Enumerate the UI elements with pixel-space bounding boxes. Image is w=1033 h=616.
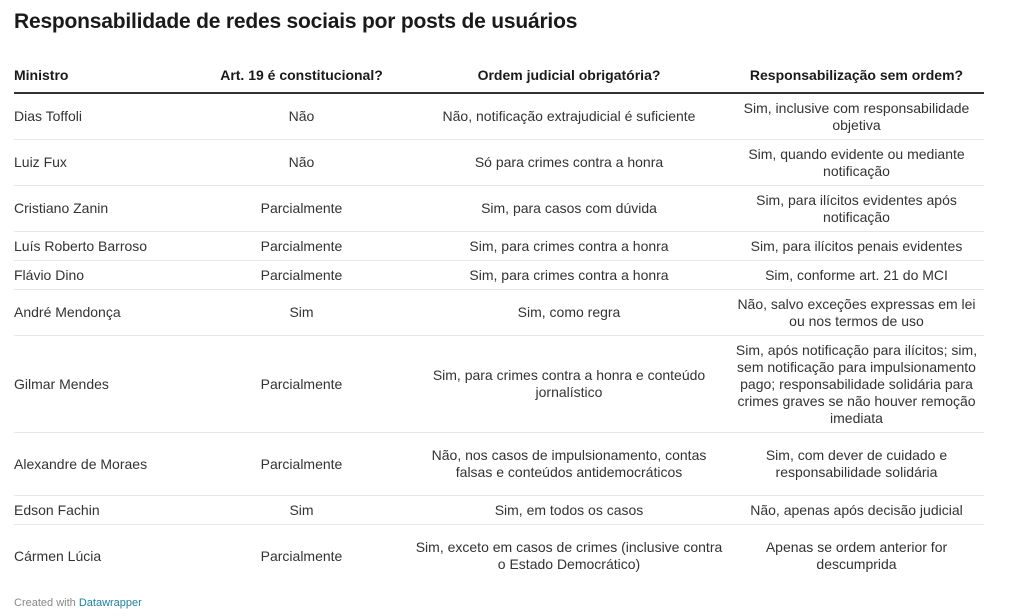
cell-responsabilizacao: Não, apenas após decisão judicial	[729, 496, 984, 525]
cell-responsabilizacao: Sim, com dever de cuidado e responsabilidade solidária	[729, 433, 984, 496]
header-responsabilizacao: Responsabilização sem ordem?	[729, 58, 984, 93]
cell-art19: Não	[194, 140, 409, 186]
cell-responsabilizacao: Não, salvo exceções expressas em lei ou nos termos de uso	[729, 290, 984, 336]
cell-responsabilizacao: Apenas se ordem anterior for descumprida	[765, 539, 948, 572]
cell-art19: Parcialmente	[194, 336, 409, 433]
cell-responsabilizacao: Sim, para ilícitos evidentes após notificação	[729, 186, 984, 232]
footer-credit	[14, 597, 142, 609]
cell-responsabilizacao: Sim, para ilícitos penais evidentes	[729, 232, 984, 261]
table-row	[14, 336, 984, 433]
cell-ministro: Cármen Lúcia	[14, 547, 102, 564]
table-row	[14, 433, 984, 496]
cell-ministro: Luiz Fux	[14, 140, 194, 186]
table-row	[14, 496, 984, 525]
header-ministro: Ministro	[14, 58, 194, 93]
cell-ministro: Luís Roberto Barroso	[14, 232, 194, 261]
cell-responsabilizacao: Sim, inclusive com responsabilidade objetiva	[729, 93, 984, 140]
cell-art19: Parcialmente	[194, 261, 409, 290]
cell-art19: Sim	[194, 290, 409, 336]
cell-ordem-judicial: Sim, como regra	[409, 290, 729, 336]
table-row	[14, 261, 984, 290]
datawrapper-link[interactable]: Datawrapper	[78, 597, 142, 609]
cell-art19: Parcialmente	[260, 547, 343, 564]
cell-responsabilizacao: Sim, após notificação para ilícitos; sim, sem notificação para impulsionamento pago; responsabilidade solidária para crimes graves se não houver remoção imediata	[729, 336, 984, 433]
cell-ordem-judicial: Sim, para crimes contra a honra	[409, 232, 729, 261]
ministers-table	[14, 58, 984, 587]
cell-art19: Parcialmente	[194, 232, 409, 261]
header-ordem-judicial: Ordem judicial obrigatória?	[409, 58, 729, 93]
cell-ministro: André Mendonça	[14, 290, 194, 336]
cell-ministro: Alexandre de Moraes	[14, 433, 194, 496]
cell-ministro: Gilmar Mendes	[14, 336, 194, 433]
table-row	[14, 290, 984, 336]
table-row	[14, 525, 984, 588]
footer-prefix: Created with	[14, 597, 76, 609]
header-art19: Art. 19 é constitucional?	[194, 58, 409, 93]
page-title: Responsabilidade de redes sociais por posts de usuários	[14, 10, 578, 33]
table-row	[14, 232, 984, 261]
cell-ordem-judicial: Só para crimes contra a honra	[409, 140, 729, 186]
cell-art19: Parcialmente	[194, 433, 409, 496]
cell-ministro: Dias Toffoli	[14, 93, 194, 140]
cell-ordem-judicial: Não, nos casos de impulsionamento, contas falsas e conteúdos antidemocráticos	[409, 433, 729, 496]
cell-responsabilizacao: Sim, conforme art. 21 do MCI	[729, 261, 984, 290]
cell-ordem-judicial: Não, notificação extrajudicial é suficiente	[409, 93, 729, 140]
cell-ordem-judicial: Sim, para crimes contra a honra	[409, 261, 729, 290]
cell-ministro: Flávio Dino	[14, 261, 194, 290]
table-row	[14, 186, 984, 232]
cell-ordem-judicial: Sim, para casos com dúvida	[409, 186, 729, 232]
table-header-row	[14, 58, 984, 93]
cell-ordem-judicial: Sim, exceto em casos de crimes (inclusive contra o Estado Democrático)	[415, 539, 723, 572]
table-row	[14, 93, 984, 140]
cell-ministro: Cristiano Zanin	[14, 186, 194, 232]
cell-ordem-judicial: Sim, em todos os casos	[409, 496, 729, 525]
cell-art19: Parcialmente	[194, 186, 409, 232]
cell-art19: Sim	[194, 496, 409, 525]
cell-responsabilizacao: Sim, quando evidente ou mediante notificação	[729, 140, 984, 186]
cell-ministro: Edson Fachin	[14, 496, 194, 525]
table-row	[14, 140, 984, 186]
cell-ordem-judicial: Sim, para crimes contra a honra e conteúdo jornalístico	[409, 336, 729, 433]
cell-art19: Não	[194, 93, 409, 140]
